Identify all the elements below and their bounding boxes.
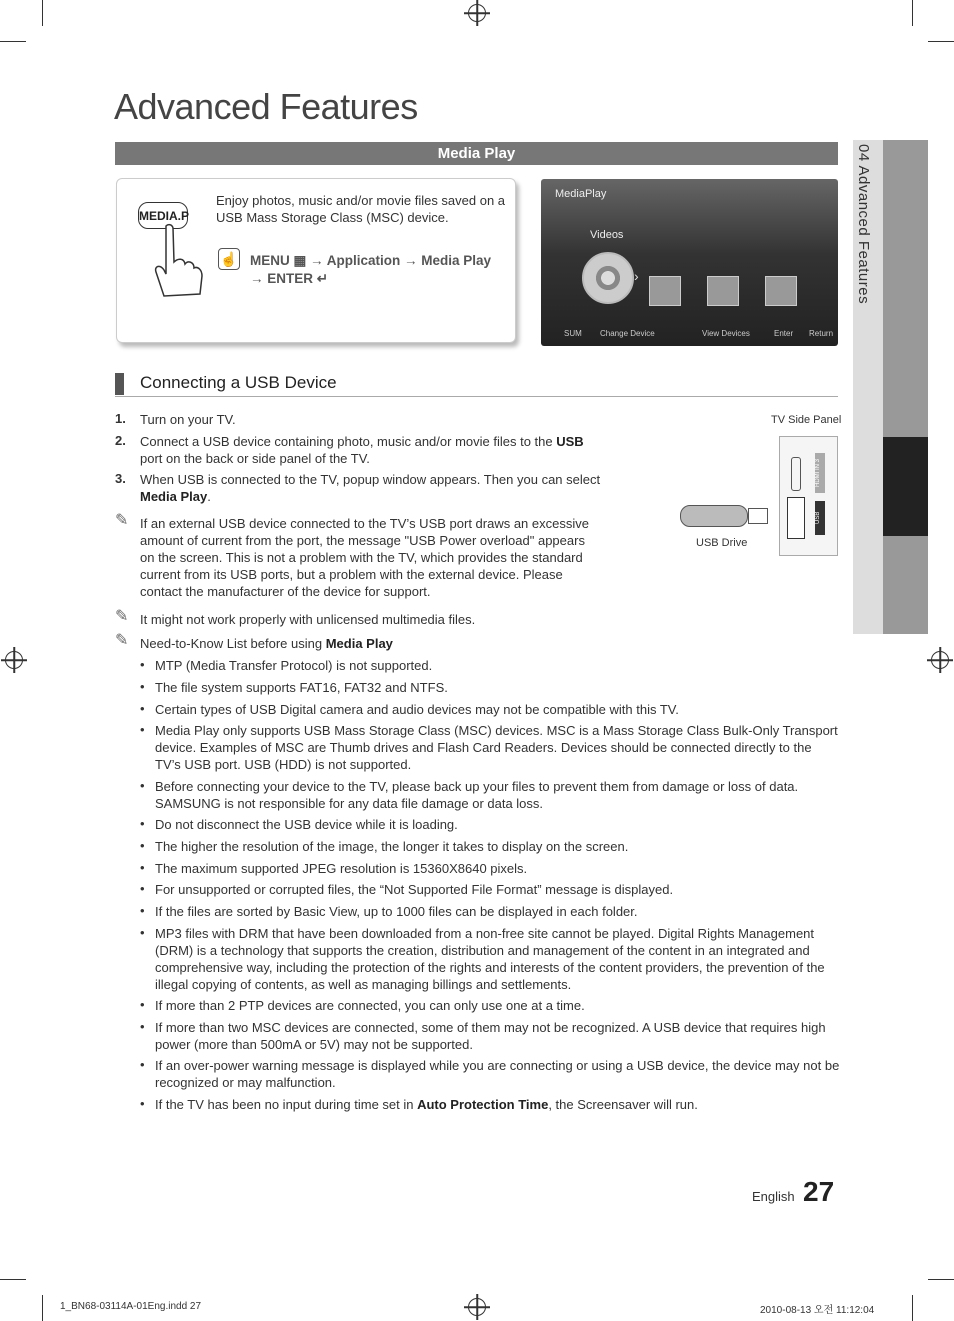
step-text: [140, 471, 610, 505]
panel-caption: TV Side Panel: [771, 414, 842, 426]
bullet-text: MTP (Media Transfer Protocol) is not supported.: [155, 658, 433, 673]
drive-caption: USB Drive: [696, 537, 748, 549]
menu-path-line1: MENU ▦ → Application → Media Play: [250, 253, 492, 268]
footer-change-device: Change Device: [600, 329, 655, 338]
page-number: 27: [803, 1176, 835, 1207]
menu-path: [250, 252, 510, 288]
bullet-text: The maximum supported JPEG resolution is 15360X8640 pixels.: [155, 861, 528, 876]
footer-file: 1_BN68-03114A-01Eng.indd 27: [60, 1301, 202, 1312]
footer-view-devices: View Devices: [702, 329, 750, 338]
step-number: 2.: [115, 433, 126, 448]
footer-sum: SUM: [564, 329, 582, 338]
menu-path-line2: → ENTER ↵: [250, 271, 329, 286]
list-item: • For unsupported or corrupted files, the “Not Supported File Format” message is displayed.: [140, 881, 840, 903]
list-item: • The file system supports FAT16, FAT32 and NTFS.: [140, 679, 840, 701]
note-pencil-icon: ✎: [115, 608, 129, 625]
bullet-text: The higher the resolution of the image, the longer it takes to display on the screen.: [155, 839, 629, 854]
step-bold: Media Play: [140, 489, 208, 504]
hand-tool-icon: ☝: [218, 248, 240, 270]
list-item: • Media Play only supports USB Mass Storage Class (MSC) devices. MSC is a Mass Storage Class Bulk-Only Transport device. Examples of MSC are Thumb drives and Flash Card Readers. Devices should be connected directly to the TV’s USB port. USB (HDD) is not supported.: [140, 722, 840, 778]
bullet-text: MP3 files with DRM that have been downloaded from a non-free site cannot be played. Digital Rights Management (DRM) is a technology that supports the creation, distribution and management of the content in an integrated and comprehensive way, including the protection of the rights and interests of the content providers, the prevention of the illegal copying of contents, as well as managing billings and settlements.: [155, 926, 825, 992]
tv-side-panel: [779, 436, 838, 556]
crop-mark: [928, 1279, 954, 1280]
info-description: Enjoy photos, music and/or movie files saved on a USB Mass Storage Class (MSC) device.: [216, 193, 506, 225]
step-text-part: port on the back or side panel of the TV.: [140, 451, 370, 466]
page-title: Advanced Features: [114, 86, 418, 127]
bullet-text: If an over-power warning message is displayed while you are connecting or using a USB device, the device may not be recognized or may malfunction.: [155, 1058, 840, 1090]
bullet-text: Do not disconnect the USB device while it is loading.: [155, 817, 458, 832]
need-to-know-heading: [140, 635, 740, 652]
crop-mark: [912, 1295, 913, 1321]
bullet-text: Before connecting your device to the TV, please back up your files to prevent them from damage or loss of data. SAMSUNG is not responsible for any data file damage or data loss.: [155, 779, 799, 811]
bullet-text: Media Play only supports USB Mass Storage Class (MSC) devices. MSC is a Mass Storage Class Bulk-Only Transport device. Examples of MSC are Thumb drives and Flash Card Readers. Devices should be connected directly to the TV’s USB port. USB (HDD) is not supported.: [155, 723, 838, 772]
screen-title: MediaPlay: [555, 188, 607, 200]
usb-drive-icon: [680, 505, 748, 527]
registration-mark-icon: [468, 4, 486, 22]
bullet-bold: Auto Protection Time: [417, 1097, 549, 1112]
step-text-part: Connect a USB device containing photo, music and/or movie files to the: [140, 434, 553, 449]
registration-mark-icon: [931, 651, 949, 669]
bullet-list: [140, 657, 840, 1118]
bullet-text: If more than two MSC devices are connected, some of them may not be recognized. A USB device that requires high power (more than 500mA or 5V) may not be supported.: [155, 1020, 826, 1052]
step-text: [140, 433, 600, 467]
list-item: • Certain types of USB Digital camera and audio devices may not be compatible with this TV.: [140, 701, 840, 722]
bullet-text-part: If the TV has been no input during time set in: [155, 1097, 418, 1112]
usb-port-icon: [787, 497, 805, 539]
bullet-text: Certain types of USB Digital camera and audio devices may not be compatible with this TV.: [155, 702, 679, 717]
step-bold: USB: [556, 434, 584, 449]
note-pencil-icon: ✎: [115, 632, 129, 649]
usb-label: USB: [815, 501, 825, 535]
arrow-right-icon: ›: [634, 268, 639, 284]
list-item: • If an over-power warning message is displayed while you are connecting or using a USB device, the device may not be recognized or may malfunction.: [140, 1057, 840, 1090]
chapter-tab-block-active: [883, 437, 928, 536]
registration-mark-icon: [5, 651, 23, 669]
screen-focused-item: Videos: [590, 229, 624, 241]
bullet-text-part: , the Screensaver will run.: [548, 1097, 698, 1112]
list-item: • The higher the resolution of the image, the longer it takes to display on the screen.: [140, 838, 840, 860]
crop-mark: [42, 0, 43, 26]
step-text-part: .: [207, 489, 211, 504]
pointing-hand-icon: [150, 222, 210, 302]
photos-icon: [707, 276, 739, 306]
note-text: It might not work properly with unlicensed multimedia files.: [140, 612, 476, 627]
crop-mark: [912, 0, 913, 26]
music-icon: [649, 276, 681, 306]
note-text: If an external USB device connected to the TV’s USB port draws an excessive amount of current from the port, the message "USB Power overload" appears on the screen. This is not a problem with the TV, which provides the standard current from its USB ports, but a problem with the external device. Please contact the manufacturer of the device for support.: [140, 516, 589, 599]
bullet-text: If the files are sorted by Basic View, up to 1000 files can be displayed in each folder.: [155, 904, 638, 919]
side-tab-label: 04 Advanced Features: [855, 144, 872, 305]
list-item: • Before connecting your device to the TV, please back up your files to prevent them from damage or loss of data. SAMSUNG is not responsible for any data file damage or data loss.: [140, 778, 840, 816]
bullet-text: If more than 2 PTP devices are connected, you can only use one at a time.: [155, 998, 585, 1013]
crop-mark: [928, 41, 954, 42]
chapter-tab-block: [883, 536, 928, 634]
step-text: Turn on your TV.: [140, 412, 236, 427]
section-divider: [115, 396, 838, 397]
footer-date: 2010-08-13 오전 11:12:04: [760, 1305, 875, 1316]
footer-language: English: [752, 1189, 795, 1204]
list-item: • MP3 files with DRM that have been downloaded from a non-free site cannot be played. Digital Rights Management (DRM) is a technology that supports the creation, distribution and management of the content in an integrated and comprehensive way, including the protection of the rights and interests of the content providers, the prevention of the illegal copying of contents, as well as managing billings and settlements.: [140, 925, 840, 997]
list-item: • If the files are sorted by Basic View, up to 1000 files can be displayed in each folder.: [140, 903, 840, 925]
crop-mark: [42, 1295, 43, 1321]
need-to-know-bold: Media Play: [325, 636, 393, 651]
section-header-bar: Media Play: [115, 142, 838, 165]
list-item: • If more than 2 PTP devices are connected, you can only use one at a time.: [140, 997, 840, 1019]
bullet-text: The file system supports FAT16, FAT32 and NTFS.: [155, 680, 448, 695]
bullet-text: [155, 1096, 840, 1113]
hdmi-label: HDMI IN 3: [815, 453, 825, 493]
screen-footer: [544, 325, 836, 343]
usb-plug-icon: [748, 508, 768, 524]
footer-enter: Enter: [774, 329, 794, 338]
hdmi-port-icon: [791, 457, 801, 491]
need-to-know-prefix: Need-to-Know List before using: [140, 636, 326, 651]
bullet-text: For unsupported or corrupted files, the “Not Supported File Format” message is displayed.: [155, 882, 674, 897]
list-item: • Do not disconnect the USB device while it is loading.: [140, 816, 840, 838]
list-item: • If the TV has been no input during time set in Auto Protection Time, the Screensaver will run.: [140, 1096, 840, 1118]
list-item: • MTP (Media Transfer Protocol) is not supported.: [140, 657, 840, 679]
step-text-part: When USB is connected to the TV, popup window appears. Then you can select: [140, 472, 601, 487]
settings-gear-icon: [765, 276, 797, 306]
step-number: 1.: [115, 411, 126, 426]
registration-mark-icon: [468, 1298, 486, 1316]
list-item: • If more than two MSC devices are connected, some of them may not be recognized. A USB device that requires high power (more than 500mA or 5V) may not be supported.: [140, 1019, 840, 1057]
note-pencil-icon: ✎: [115, 512, 129, 529]
section-marker: [115, 373, 124, 395]
media-p-button-icon: MEDIA.P: [138, 202, 188, 229]
section-title: Connecting a USB Device: [140, 373, 337, 392]
crop-mark: [0, 1279, 26, 1280]
film-reel-icon: [582, 252, 634, 304]
chapter-tab-block: [883, 140, 928, 437]
footer-return: Return: [809, 329, 834, 338]
crop-mark: [0, 41, 26, 42]
list-item: • The maximum supported JPEG resolution is 15360X8640 pixels.: [140, 860, 840, 881]
step-number: 3.: [115, 471, 126, 486]
